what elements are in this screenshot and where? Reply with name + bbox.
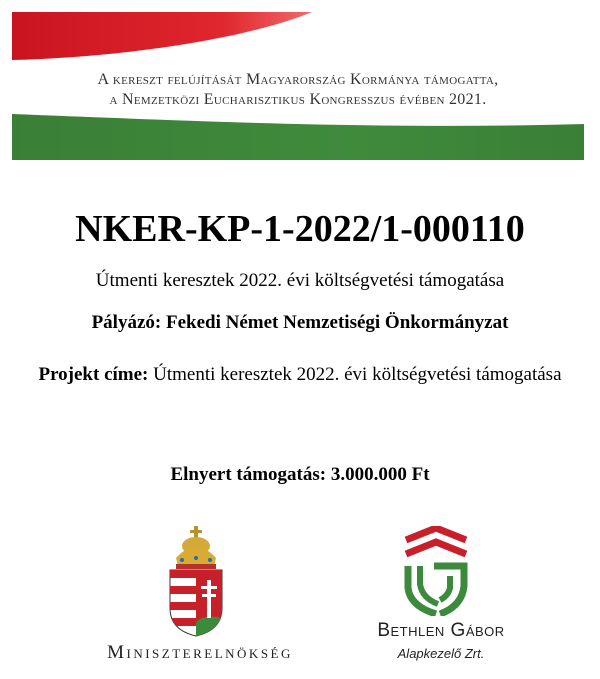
bethlen-gabor-subtitle: Alapkezelő Zrt. bbox=[397, 646, 485, 661]
project-label: Projekt címe: bbox=[38, 364, 149, 385]
miniszterelnokseg-text: Miniszterelnökség bbox=[107, 642, 293, 663]
grant-value: 3.000.000 Ft bbox=[330, 464, 430, 485]
document-id-title: NKER-KP-1-2022/1-000110 bbox=[75, 208, 525, 250]
header-banner bbox=[12, 12, 584, 160]
bethlen-gabor-name: Bethlen Gábor bbox=[377, 620, 505, 641]
grant-label: Elnyert támogatás: bbox=[170, 464, 327, 485]
bethlen-gabor-shield-icon bbox=[400, 526, 472, 616]
applicant-label: Pályázó: bbox=[91, 312, 162, 333]
document-subtitle: Útmenti keresztek 2022. évi költségvetési támogatása bbox=[95, 270, 505, 291]
miniszterelnokseg-logo bbox=[80, 522, 320, 672]
grant-line bbox=[0, 464, 600, 486]
banner-line-2: a Nemzetközi Eucharisztikus Kongresszus évében 2021. bbox=[109, 91, 487, 108]
project-value: Útmenti keresztek 2022. évi költségvetési támogatása bbox=[153, 364, 562, 385]
applicant-value: Fekedi Német Nemzetiségi Önkormányzat bbox=[165, 312, 509, 333]
project-line bbox=[30, 363, 570, 386]
bethlen-gabor-logo bbox=[356, 522, 526, 672]
hungarian-coat-of-arms-icon bbox=[166, 526, 226, 638]
banner-line-1: A kereszt felújítását Magyarország Kormánya támogatta, bbox=[97, 71, 499, 88]
applicant-line bbox=[0, 312, 600, 334]
